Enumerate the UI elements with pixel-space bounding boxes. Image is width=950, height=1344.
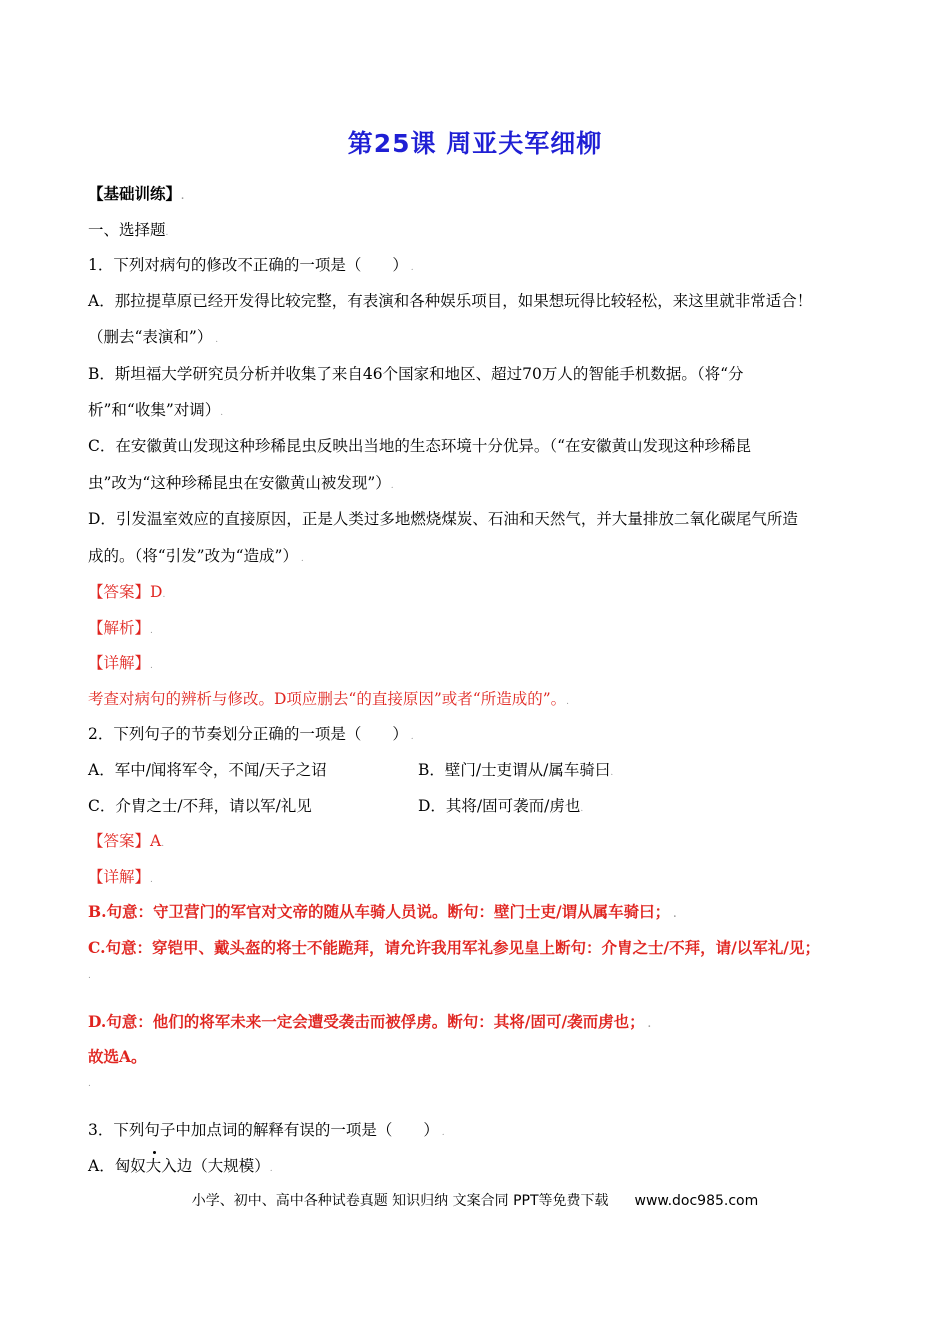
q1-option-a: A．那拉提草原已经开发得比较完整，有表演和各种娱乐项目，如果想玩得比较轻松，来这里就非常适合！ (88, 292, 813, 310)
q2-option-c: C．介胄之士/不拜，请以军/礼见 (88, 797, 312, 815)
q2-option-d: D．其将/固可袭而/虏也. (418, 797, 584, 815)
q2-options-row-2 (88, 795, 848, 817)
part-heading: 一、选择题. (88, 221, 169, 239)
q1-option-c-note: 虫”改为“这种珍稀昆虫在安徽黄山被发现”）. (88, 474, 394, 492)
q1-option-a-note: （删去“表演和”） . (88, 328, 219, 346)
q2-option-a: A．军中/闻将军令，不闻/天子之诏 (88, 761, 327, 779)
q1-analysis-label: 【解析】. (88, 619, 153, 637)
q2-detail-label: 【详解】. (88, 868, 153, 886)
q2-explanation-b: B.句意：守卫营门的军官对文帝的随从车骑人员说。断句：壁门士吏/谓从属车骑曰； . (88, 902, 677, 921)
q1-detail: 考查对病句的辨析与修改。D项应删去“的直接原因”或者“所造成的”。. (88, 690, 570, 708)
q2-explanation-d: D.句意：他们的将军未来一定会遭受袭击而被俘虏。断句：其将/固可/袭而虏也； . (88, 1012, 651, 1031)
q2-option-b: B．壁门/士吏谓从/属车骑曰. (418, 761, 614, 779)
q1-option-b-note: 析”和“收集”对调）. (88, 401, 224, 419)
paragraph-mark: . (88, 1079, 91, 1089)
q1-option-b: B．斯坦福大学研究员分析并收集了来自46个国家和地区、超过70万人的智能手机数据。（将“分 (88, 365, 744, 383)
q2-explanation-c: C.句意：穿铠甲、戴头盔的将士不能跪拜，请允许我用军礼参见皇上断句：介胄之士/不拜，请/以军礼/见； (88, 938, 820, 957)
q2-answer: 【答案】A. (88, 832, 165, 850)
emphasis-dot-word: 大 (145, 1157, 162, 1175)
q1-option-d: D．引发温室效应的直接原因，正是人类过多地燃烧煤炭、石油和天然气，并大量排放二氧化碳尾气所造 (88, 510, 798, 528)
q2-conclusion: 故选A。 (88, 1047, 147, 1066)
page-footer (0, 1190, 950, 1210)
q1-stem: 1．下列对病句的修改不正确的一项是（ ） . (88, 256, 414, 274)
footer-text: 小学、初中、高中各种试卷真题 知识归纳 文案合同 PPT等免费下载 (191, 1193, 609, 1209)
q3-option-a: A．匈奴大入边（大规模）. (88, 1157, 273, 1175)
q1-option-c: C．在安徽黄山发现这种珍稀昆虫反映出当地的生态环境十分优异。（“在安徽黄山发现这种珍稀昆 (88, 437, 752, 455)
section-heading: 【基础训练】. (88, 184, 185, 203)
q2-stem: 2．下列句子的节奏划分正确的一项是（ ） . (88, 725, 414, 743)
q1-detail-label: 【详解】. (88, 654, 153, 672)
paragraph-mark: . (88, 971, 91, 981)
q3-stem: 3．下列句子中加点词的解释有误的一项是（ ） . (88, 1121, 445, 1139)
q2-options-row-1 (88, 759, 848, 781)
q1-option-d-note: 成的。（将“引发”改为“造成”） . (88, 547, 304, 565)
q1-answer: 【答案】D. (88, 583, 166, 601)
footer-url[interactable]: www.doc985.com (634, 1193, 759, 1209)
page-title: 第25课 周亚夫军细柳 (347, 129, 603, 158)
